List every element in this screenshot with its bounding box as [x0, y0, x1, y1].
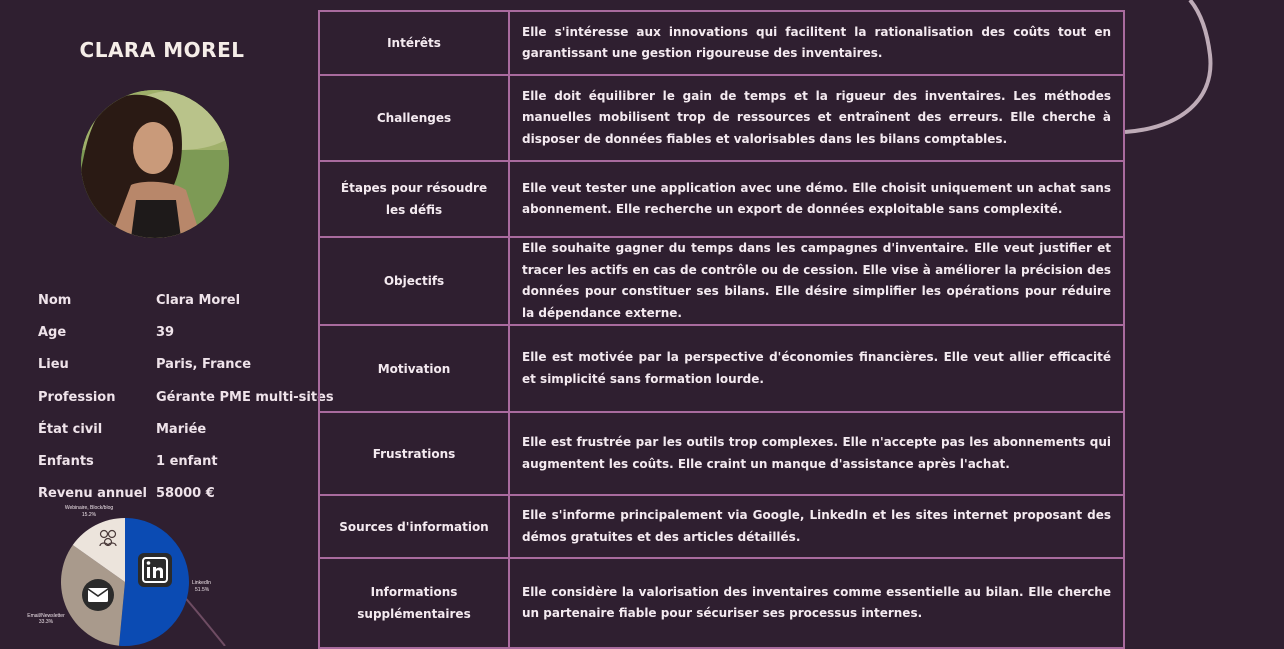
- table-row-frustrations: [319, 412, 1124, 495]
- profile-value: 58000 €: [156, 486, 215, 502]
- table-row-informations: [319, 558, 1124, 648]
- persona-sections-table: [318, 10, 1125, 649]
- table-row-sources: [319, 495, 1124, 558]
- pie-label-email: Email/Newsletter: [27, 613, 65, 619]
- table-row-objectifs: [319, 237, 1124, 325]
- profile-value: Paris, France: [156, 357, 252, 373]
- profile-value: Mariée: [156, 421, 207, 437]
- section-text: Elle souhaite gagner du temps dans les campagnes d'inventaire. Elle veut justifier et tracer les actifs en cas de contrôle ou de cession. Elle vise à améliorer la précision des données pour constituer ses bilans. Elle désire simplifier les opérations pour réduire la dépendance externe.: [509, 237, 1124, 325]
- profile-key: Lieu: [38, 357, 69, 373]
- table-row-interets: [319, 11, 1124, 75]
- persona-avatar: [81, 90, 229, 238]
- section-text: Elle doit équilibrer le gain de temps et la rigueur des inventaires. Les méthodes manuelles mobilisent trop de ressources et entraînent des erreurs. Elle cherche à disposer de données fiables et valorisables dans les bilans comptables.: [509, 75, 1124, 161]
- section-label: Étapes pour résoudre les défis: [319, 161, 509, 237]
- table-row-etapes: [319, 161, 1124, 237]
- profile-key: Age: [38, 324, 67, 340]
- section-text: Elle s'informe principalement via Google, LinkedIn et les sites internet proposant des démos gratuites et des articles détaillés.: [509, 495, 1124, 558]
- section-label: Objectifs: [319, 237, 509, 325]
- section-label: Sources d'information: [319, 495, 509, 558]
- profile-value: Gérante PME multi-sites: [156, 389, 334, 405]
- section-text: Elle est frustrée par les outils trop complexes. Elle n'accepte pas les abonnements qui augmentent les coûts. Elle craint un manque d'assistance après l'achat.: [509, 412, 1124, 495]
- profile-value: 1 enfant: [156, 454, 218, 470]
- information-sources-pie-chart: [0, 500, 230, 646]
- profile-key: Profession: [38, 389, 116, 405]
- section-label: Intérêts: [319, 11, 509, 75]
- profile-key: Revenu annuel: [38, 486, 147, 502]
- profile-value: 39: [156, 324, 175, 340]
- pie-label-linkedin: LinkedIn: [192, 580, 211, 586]
- profile-key: État civil: [38, 421, 103, 437]
- pie-value-linkedin: 51.5%: [195, 587, 210, 593]
- table-row-motivation: [319, 325, 1124, 412]
- section-label: Informations supplémentaires: [319, 558, 509, 648]
- profile-row-profession: [38, 381, 334, 413]
- pie-value-webinaire: 15.2%: [81, 512, 97, 518]
- profile-key: Nom: [38, 292, 72, 308]
- section-label: Motivation: [319, 325, 509, 412]
- linkedin-icon: [138, 553, 172, 587]
- pie-value-email: 33.3%: [38, 619, 54, 625]
- section-text: Elle considère la valorisation des inventaires comme essentielle au bilan. Elle cherche un partenaire fiable pour sécuriser ses processus internes.: [509, 558, 1124, 648]
- profile-key: Enfants: [38, 454, 94, 470]
- profile-row-etat-civil: [38, 413, 334, 445]
- profile-value: Clara Morel: [156, 292, 241, 308]
- section-label: Frustrations: [319, 412, 509, 495]
- envelope-icon: [82, 579, 114, 611]
- section-text: Elle est motivée par la perspective d'économies financières. Elle veut allier efficacité et simplicité sans formation lourde.: [509, 325, 1124, 412]
- profile-row-age: [38, 316, 334, 348]
- persona-name-title: CLARA MOREL: [79, 38, 245, 62]
- section-label: Challenges: [319, 75, 509, 161]
- table-row-challenges: [319, 75, 1124, 161]
- profile-row-nom: [38, 284, 334, 316]
- section-text: Elle veut tester une application avec une démo. Elle choisit uniquement un achat sans abonnement. Elle recherche un export de données exploitable sans complexité.: [509, 161, 1124, 237]
- pie-label-webinaire: Webinaire, Block/blog: [64, 505, 114, 511]
- profile-details: [38, 284, 334, 510]
- profile-row-enfants: [38, 445, 334, 477]
- profile-row-lieu: [38, 349, 334, 381]
- section-text: Elle s'intéresse aux innovations qui facilitent la rationalisation des coûts tout en garantissant une gestion rigoureuse des inventaires.: [509, 11, 1124, 75]
